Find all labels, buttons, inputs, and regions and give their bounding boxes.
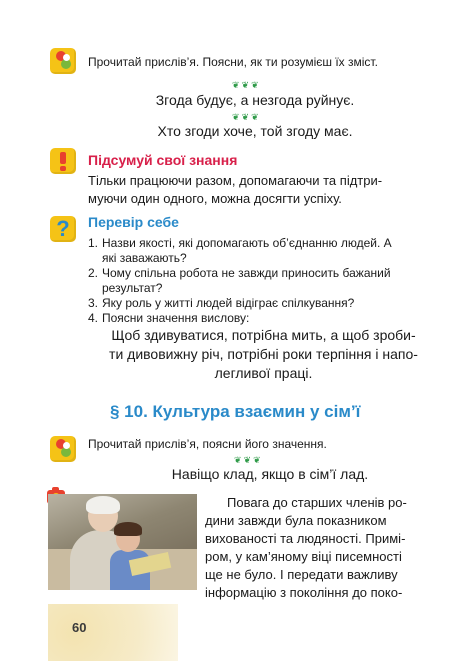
leaf-ornament-icon: ❦❦❦ — [234, 455, 263, 465]
summary-text: Тільки працюючи разом, допомагаючи та підтри- муючи один одного, можна досягти успіху. — [88, 173, 383, 206]
flower-icon — [50, 436, 76, 462]
leaf-ornament-icon: ❦❦❦ — [232, 80, 261, 90]
list-item: 4. Поясни значення вислову: — [88, 311, 250, 325]
leaf-ornament-icon: ❦❦❦ — [232, 112, 261, 122]
proverb: Згода будує, а незгода руйнує. — [155, 92, 355, 108]
page-number: 60 — [72, 620, 87, 635]
quote: Щоб здивуватися, потрібна мить, а щоб зроби- ти дивовижну річ, потрібні роки терпіння і напо- легливої праці. — [109, 327, 418, 381]
exclamation-icon — [50, 148, 76, 174]
check-heading: Перевір себе — [88, 214, 179, 230]
list-item: 1. Назви якості, які допомагають об’єднанню людей. А — [88, 236, 392, 250]
flower-icon — [50, 48, 76, 74]
list-item: 2. Чому спільна робота не завжди приносить бажаний — [88, 266, 391, 280]
paragraph: Повага до старших членів ро- дини завжди була показником вихованості та людяності. Примі- ром, у кам’яному віці писемності ще не було. І передати важливу інформацію з покоління до поко- — [205, 495, 407, 600]
proverb: Хто згоди хоче, той згоду має. — [157, 123, 353, 139]
question-list — [88, 236, 428, 326]
section-title: § 10. Культура взаємин у сім’ї — [110, 402, 361, 421]
proverb: Навіщо клад, якщо в сім’ї лад. — [171, 466, 369, 482]
photo-grandmother-reading — [48, 494, 197, 590]
question-icon: ? — [50, 216, 76, 242]
list-item: 3. Яку роль у житті людей відіграє спілкування? — [88, 296, 355, 310]
page-number-ornament — [48, 604, 178, 661]
task-instruction: Прочитай прислів’я, поясни його значення. — [88, 437, 327, 451]
task-instruction: Прочитай прислів’я. Поясни, як ти розумієш їх зміст. — [88, 55, 378, 69]
summary-heading: Підсумуй свої знання — [88, 152, 238, 168]
list-item: результат? — [102, 281, 163, 295]
list-item: які заважають? — [102, 251, 187, 265]
